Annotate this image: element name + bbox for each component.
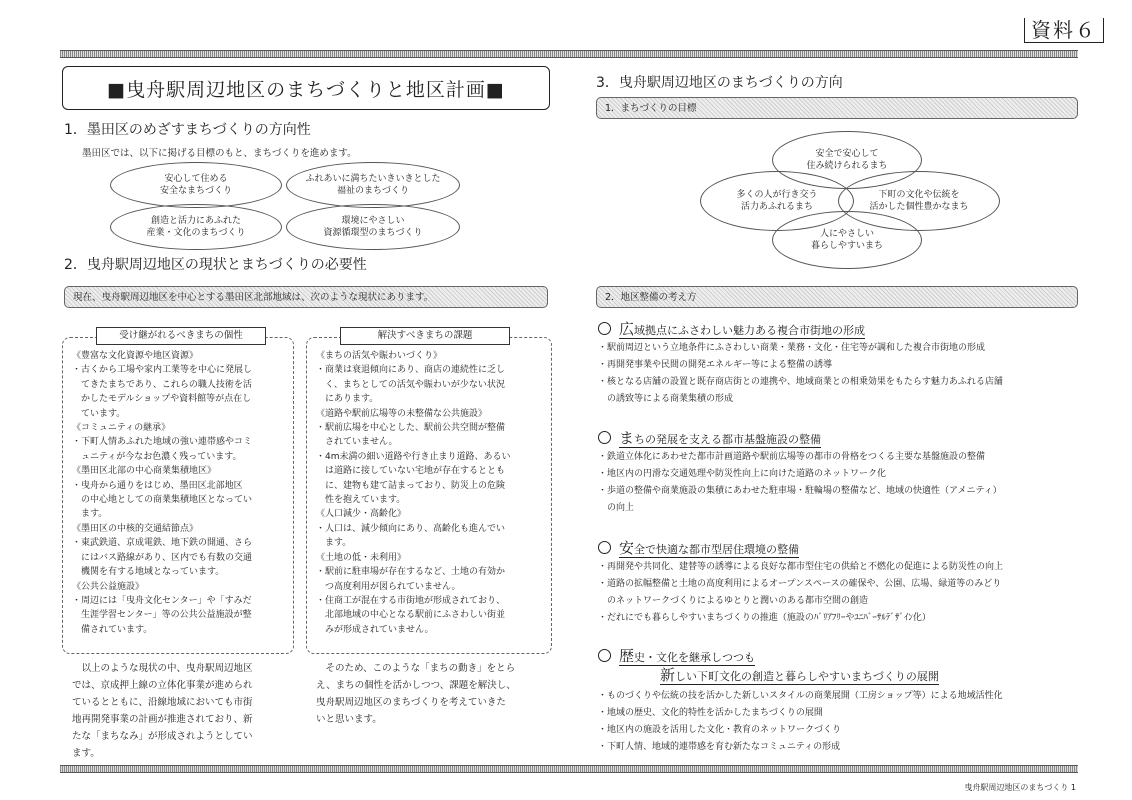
circle-icon bbox=[598, 541, 611, 554]
policy-heading-2: まちの発展を支える都市基盤施設の整備 bbox=[598, 431, 821, 447]
text-line: ・駅前周辺という立地条件にふさわしい商業・業務・文化・住宅等が調和した複合市街地の形成 bbox=[598, 343, 986, 353]
text-line: てきたまちであり、これらの職人技術を活 bbox=[72, 379, 252, 390]
text-line: 《墨田区北部の中心商業集積地区》 bbox=[72, 466, 217, 477]
text-line: ・周辺には「曳舟文化センター」や「すみだ bbox=[72, 595, 252, 606]
goal-ellipse-3: 創造と活力にあふれた 産業・文化のまちづくり bbox=[110, 204, 282, 250]
text-line: え、まちの個性を活かしつつ、課題を解決し、 bbox=[316, 680, 516, 691]
text-line: ・駅前に駐車場が存在するなど、土地の有効か bbox=[316, 567, 506, 578]
text-line: 性を抱えています。 bbox=[316, 495, 406, 506]
document-label: 資料６ bbox=[1024, 18, 1104, 43]
target-ellipse-top: 安全で安心して 住み続けられるまち bbox=[772, 131, 922, 189]
section2-banner: 現在、曳舟駅周辺地区を中心とする墨田区北部地域は、次のような現状にあります。 bbox=[64, 286, 548, 308]
text-line: ます。 bbox=[72, 748, 100, 759]
text-line: 《墨田区の中核的交通結節点》 bbox=[72, 523, 199, 534]
text-line: 地再開発事業の計画が推進されており、新 bbox=[72, 714, 253, 725]
goals-banner: 1．まちづくりの目標 bbox=[596, 97, 1078, 119]
policy-bullets-4 bbox=[598, 688, 1003, 756]
target-ellipse-left: 多くの人が行き交う 活力あふれるまち bbox=[700, 171, 854, 231]
text-line: では、京成押上線の立体化事業が進められ bbox=[72, 680, 253, 691]
text-line: の誘致等による商業集積の形成 bbox=[598, 394, 734, 404]
text-line: の中心地としての商業集積地区となってい bbox=[72, 495, 253, 506]
text-line: ・人口は、減少傾向にあり、高齢化も進んでい bbox=[316, 523, 506, 534]
policy-heading-4: 歴史・文化を継承しつつも bbox=[598, 649, 755, 665]
top-band bbox=[60, 50, 1078, 58]
policy-bullets-3 bbox=[598, 559, 1003, 627]
policy-bullets-1 bbox=[598, 340, 1003, 408]
text-line: 《公共公益施設》 bbox=[72, 581, 145, 592]
goal-ellipse-1: 安心して住める 安全なまちづくり bbox=[110, 162, 282, 208]
text-line: 生涯学習センター」等の公共公益施設が整 bbox=[72, 610, 252, 621]
text-line: つ高度利用が図られていません。 bbox=[316, 581, 461, 592]
text-line: ・曳舟から通りをはじめ、墨田区北部地区 bbox=[72, 480, 243, 491]
heritage-heading: 受け継がれるべきまちの個性 bbox=[96, 327, 266, 345]
text-line: ・地域の歴史、文化的特性を活かしたまちづくりの展開 bbox=[598, 708, 823, 718]
text-line: 以上のような現状の中、曳舟駅周辺地区 bbox=[72, 663, 253, 674]
text-line: にはバス路線があり、区内でも有数の交通 bbox=[72, 552, 253, 563]
section3-title: 3．曳舟駅周辺地区のまちづくりの方向 bbox=[596, 75, 843, 91]
text-line: ・4m未満の細い道路や行き止まり道路、あるい bbox=[316, 451, 511, 462]
heritage-list bbox=[72, 349, 252, 637]
text-line: にあります。 bbox=[316, 394, 379, 405]
text-line: ・核となる店舗の設置と既存商店街との連携や、地域商業との相乗効果をもたらす魅力あふれる店舗 bbox=[598, 377, 1003, 387]
planning-banner: 2．地区整備の考え方 bbox=[596, 286, 1078, 308]
text-line: みが形成されていません。 bbox=[316, 624, 434, 635]
target-ellipse-right: 下町の文化や伝統を 活かした個性豊かなまち bbox=[838, 171, 1000, 231]
section1-intro: 墨田区では、以下に掲げる目標のもと、まちづくりを進めます。 bbox=[82, 148, 357, 159]
text-line: ・住商工が混在する市街地が形成されており、 bbox=[316, 595, 506, 606]
text-line: 《豊富な文化資源や地区資源》 bbox=[72, 351, 199, 361]
text-line: ・地区内の円滑な交通処理や防災性向上に向けた道路のネットワーク化 bbox=[598, 469, 887, 479]
text-line: ます。 bbox=[72, 509, 108, 520]
text-line: ュニティが今なお色濃く残っています。 bbox=[72, 451, 242, 462]
text-line: 機関を有する地域となっています。 bbox=[72, 567, 225, 578]
section2-title: 2．曳舟駅周辺地区の現状とまちづくりの必要性 bbox=[64, 257, 367, 273]
conclusion-right bbox=[316, 660, 516, 728]
goal-ellipse-2: ふれあいに満ちたいきいきとした 福祉のまちづくり bbox=[286, 162, 460, 208]
text-line: 《道路や駅前広場等の未整備な公共施設》 bbox=[316, 408, 488, 419]
text-line: いと思います。 bbox=[316, 714, 382, 725]
text-line: 備されています。 bbox=[72, 624, 153, 635]
text-line: かしたモデルショップや資料館等が点在し bbox=[72, 394, 252, 405]
page-title: ■曳舟駅周辺地区のまちづくりと地区計画■ bbox=[62, 66, 550, 110]
policy-heading-4-line2: 新しい下町文化の創造と暮らしやすいまちづくりの展開 bbox=[660, 666, 939, 684]
text-line: 《まちの活気や賑わいづくり》 bbox=[316, 351, 443, 361]
text-line: 《コミュニティの継承》 bbox=[72, 423, 171, 434]
policy-bullets-2 bbox=[598, 449, 1002, 517]
text-line: ・歩道の整備や商業施設の集積にあわせた駐車場・駐輪場の整備など、地域の快適性（アメニティ） bbox=[598, 486, 1002, 496]
text-line: 《人口減少・高齢化》 bbox=[316, 509, 407, 520]
circle-icon bbox=[598, 649, 611, 662]
text-line: の向上 bbox=[598, 503, 635, 513]
text-line: ・下町人情あふれた地域の強い連帯感やコミ bbox=[72, 437, 253, 448]
text-line: ・再開発事業や民間の開発エネルギー等による整備の誘導 bbox=[598, 360, 833, 370]
text-line: ・古くから工場や家内工業等を中心に発展し bbox=[72, 365, 253, 376]
text-line: されていません。 bbox=[316, 437, 398, 448]
text-line: 《土地の低・未利用》 bbox=[316, 552, 407, 563]
text-line: ・鉄道立体化にあわせた都市計画道路や駅前広場等の都市の骨格をつくる主要な基盤施設の整備 bbox=[598, 452, 986, 462]
text-line: ・下町人情、地域的連帯感を育む新たなコミュニティの形成 bbox=[598, 742, 841, 752]
text-line: く、まちとしての活気や賑わいが少ない状況 bbox=[316, 379, 505, 390]
text-line: に、建物も建て詰まっており、防災上の危険 bbox=[316, 480, 506, 491]
text-line: ているとともに、沿線地域においても市街 bbox=[72, 697, 253, 708]
policy-heading-1: 広域拠点にふさわしい魅力ある複合市街地の形成 bbox=[598, 322, 865, 338]
text-line: ・商業は衰退傾向にあり、商店の連続性に乏し bbox=[316, 365, 506, 376]
issues-heading: 解決すべきまちの課題 bbox=[340, 327, 510, 345]
text-line: のネットワークづくりによるゆとりと潤いのある都市空間の創造 bbox=[598, 596, 869, 606]
text-line: ・東武鉄道、京成電鉄、地下鉄の開通、さら bbox=[72, 538, 253, 549]
text-line: ています。 bbox=[72, 408, 126, 419]
text-line: ・ものづくりや伝統の技を活かした新しいスタイルの商業展開（工房ショップ等）による地域活性化 bbox=[598, 691, 1003, 701]
text-line: たな「まちなみ」が形成されようとしてい bbox=[72, 731, 253, 742]
text-line: は道路に接していない宅地が存在するととも bbox=[316, 466, 506, 477]
circle-icon bbox=[598, 431, 611, 444]
text-line: ます。 bbox=[316, 538, 352, 549]
policy-heading-3: 安全で快適な都市型居住環境の整備 bbox=[598, 541, 799, 557]
text-line: そのため、このような「まちの動き」をとら bbox=[316, 663, 516, 674]
text-line: ・駅前広場を中心とした、駅前公共空間が整備 bbox=[316, 423, 506, 434]
goal-ellipse-4: 環境にやさしい 資源循環型のまちづくり bbox=[286, 204, 460, 250]
text-line: ・地区内の施設を活用した文化・教育のネットワークづくり bbox=[598, 725, 842, 735]
issues-list bbox=[316, 349, 511, 637]
bottom-band bbox=[60, 765, 1078, 773]
text-line: ・道路の拡幅整備と土地の高度利用によるオープンスペースの確保や、公園、広場、緑道等のみどり bbox=[598, 579, 1002, 589]
conclusion-left bbox=[72, 660, 253, 762]
target-ellipse-bottom: 人にやさしい 暮らしやすいまち bbox=[772, 211, 922, 269]
text-line: 北部地域の中心となる駅前にふさわしい街並 bbox=[316, 610, 506, 621]
page-footer: 曳舟駅周辺地区のまちづくり 1 bbox=[964, 783, 1076, 792]
text-line: ・再開発や共同化、建替等の誘導による良好な都市型住宅の供給と不燃化の促進による防災性の向上 bbox=[598, 562, 1004, 572]
text-line: ・だれにでも暮らしやすいまちづくりの推進（施設のﾊﾞﾘｱﾌﾘｰやﾕﾆﾊﾞｰｻﾙﾃﾞｻﾞｲﾝ化） bbox=[598, 613, 931, 623]
section1-title: 1．墨田区のめざすまちづくりの方向性 bbox=[64, 122, 311, 138]
circle-icon bbox=[598, 322, 611, 335]
text-line: 曳舟駅周辺地区のまちづくりを考えていきた bbox=[316, 697, 506, 708]
